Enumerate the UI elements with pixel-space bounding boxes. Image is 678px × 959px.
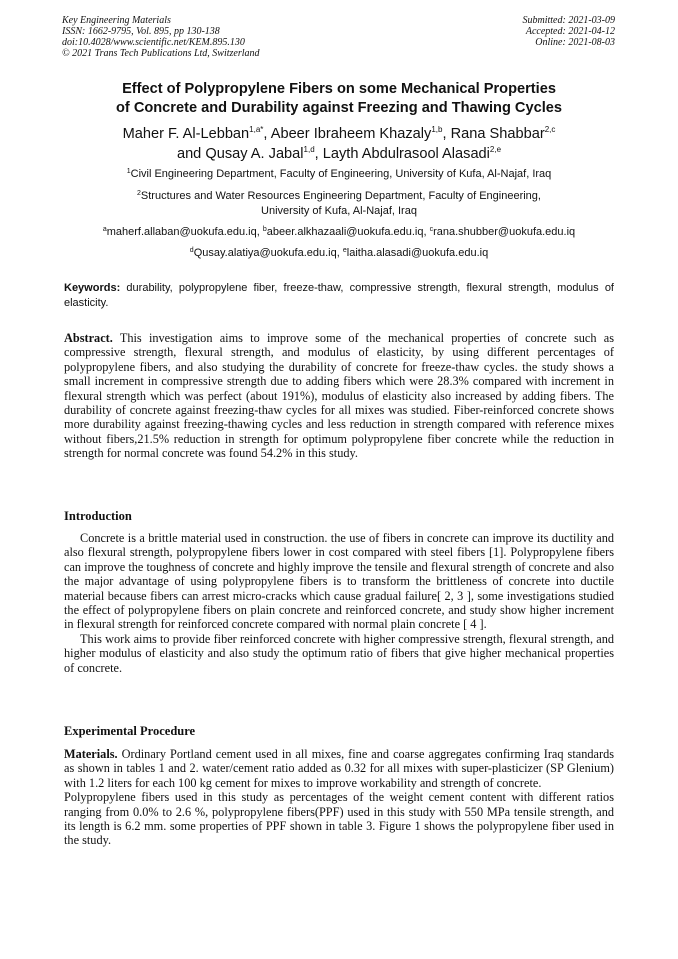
email-marker: d [189,247,194,254]
title-line-2: of Concrete and Durability against Freezing and Thawing Cycles [115,100,562,116]
email-marker: c [429,226,434,233]
copyright-line: © 2021 Trans Tech Publications Ltd, Switzerland [62,48,260,59]
keywords-text: durability, polypropylene fiber, freeze-thaw, compressive strength, flexural strength, modulus of elasticity. [64,282,614,309]
accepted-date: Accepted: 2021-04-12 [525,26,615,37]
keywords-label: Keywords: [64,282,121,294]
author-name: Qusay A. Jabal [205,146,304,162]
abstract-section [64,331,614,461]
affiliation-2 [40,189,638,219]
materials-label: Materials. [64,747,118,761]
author-affiliation-marker: 2,c [544,125,556,134]
email-marker: b [262,226,267,233]
author-name: Layth Abdulrasool Alasadi [322,146,490,162]
title-line-1: Effect of Polypropylene Fibers on some Mechanical Properties [122,81,556,97]
affiliation-text: Civil Engineering Department, Faculty of Engineering, University of Kufa, Al-Najaf, Iraq [130,168,552,180]
keywords-section [64,281,614,310]
affiliation-marker: 1 [126,168,131,175]
author-affiliation-marker: 1,d [303,145,315,154]
author-affiliation-marker: 1,a* [249,125,264,134]
introduction-section [64,531,614,675]
submitted-date: Submitted: 2021-03-09 [522,15,615,26]
online-date: Online: 2021-08-03 [535,37,615,48]
and-word: and [176,146,202,162]
issn-line: ISSN: 1662-9795, Vol. 895, pp 130-138 [62,26,220,37]
abstract-text: This investigation aims to improve some of the mechanical properties of concrete such as compressive strength, flexural strength, and modulus of elasticity, by using different percentages of polypropylene fibers, and also studying the durability of concrete for freeze-thaw cycles. the study shows a small increment in compressive strength due to adding fibers which were 28.3% compared with increment in flexural strength which was perfect (about 191%), modulus of elasticity also increased by adding fibers. The durability of concrete against freezing-thaw cycles for all mixes was studied. Fiber-reinforced concrete shows more durability against freezing-thawing cycles and less reduction in strength compared with reference mixes without fibers,21.5% reduction in strength for optimum polypropylene fiber concrete while the reduction in strength for normal concrete was found 54.2% in this study. [64,331,614,461]
fibers-paragraph: Polypropylene fibers used in this study as percentages of the weight cement content with different ratios ranging from 0.0% to 2.6 %, polypropylene fibers(PPF) used in this study with 550 MPa tensile strength, and its length is 6.2 mm. some properties of PPF shown in table 3. Figure 1 shows the polypropylene fiber used in the study. [64,790,614,848]
email-link[interactable]: abeer.alkhazaali@uokufa.edu.iq, [266,226,427,238]
email-link[interactable]: maherf.allaban@uokufa.edu.iq, [106,226,260,238]
email-line-2 [40,246,638,261]
email-marker: e [342,247,347,254]
introduction-heading: Introduction [64,509,132,523]
author-name: Rana Shabbar [450,126,545,142]
email-marker: a [102,226,107,233]
doi-line: doi:10.4028/www.scientific.net/KEM.895.130 [62,37,245,48]
journal-header [62,15,260,59]
dates-header [523,15,616,48]
introduction-paragraph: Concrete is a brittle material used in construction. the use of fibers in concrete can improve its ductility and also flexural strength, polypropylene fibers lower in cost compared with steel fibers [1]. Polypropylene fibers can improve the toughness of concrete and highly improve the tensile and flexural strength of concrete and also the major advantage of using polypropylene fibers is to transform the brittleness of concrete into ductile material because fibers can arrest micro-cracks which cause gradual failure[ 2, 3 ], some investigations studied the effect of polypropylene fibers on plain concrete and reinforced concrete, and study show higher increment in flexural strength for reinforced concrete compared with normal plain concrete [ 4 ]. [64,531,614,632]
materials-section [64,747,614,848]
author-name: Abeer Ibraheem Khazaly [270,126,432,142]
affiliation-marker: 2 [137,190,141,197]
abstract-label: Abstract. [64,331,113,345]
affiliation-text: Structures and Water Resources Engineering Department, Faculty of Engineering, [140,190,541,202]
paper-title [40,80,638,118]
author-name: Maher F. Al-Lebban [122,126,250,142]
email-link[interactable]: rana.shubber@uokufa.edu.iq [433,226,576,238]
author-list: Maher F. Al-Lebban$^{1,a*}$, Abeer Ibraheem Khazaly$^{1,b}$, Rana Shabbar$^{2,c}$ and Qusay A. Jabal$^{1,d}$, Layth Abdulrasool Alasadi$^{2,e}$ [122,125,556,162]
affiliation-1 [40,167,638,182]
author-affiliation-marker: 2,e [489,145,502,154]
affiliation-text: University of Kufa, Al-Najaf, Iraq [261,205,417,217]
email-line-1 [40,225,638,240]
email-link[interactable]: Qusay.alatiya@uokufa.edu.iq, [193,247,340,259]
experimental-heading: Experimental Procedure [64,724,196,738]
email-link[interactable]: laitha.alasadi@uokufa.edu.iq [346,247,489,259]
materials-text: Ordinary Portland cement used in all mixes, fine and coarse aggregates confirming Iraq standards as shown in tables 1 and 2. water/cement ratio added as 0.32 for all mixes with super-plasticizer (SP Glenium) with 1.2 liters for each 100 kg cement for mixes to improve workability and strength of concrete. [64,747,615,790]
author-affiliation-marker: 1,b [431,125,443,134]
journal-name: Key Engineering Materials [62,15,171,26]
introduction-paragraph: This work aims to provide fiber reinforced concrete with higher compressive strength, flexural strength, and higher modulus of elasticity and also study the optimum ratio of fibers that give higher mechanical properties of concrete. [64,631,614,675]
